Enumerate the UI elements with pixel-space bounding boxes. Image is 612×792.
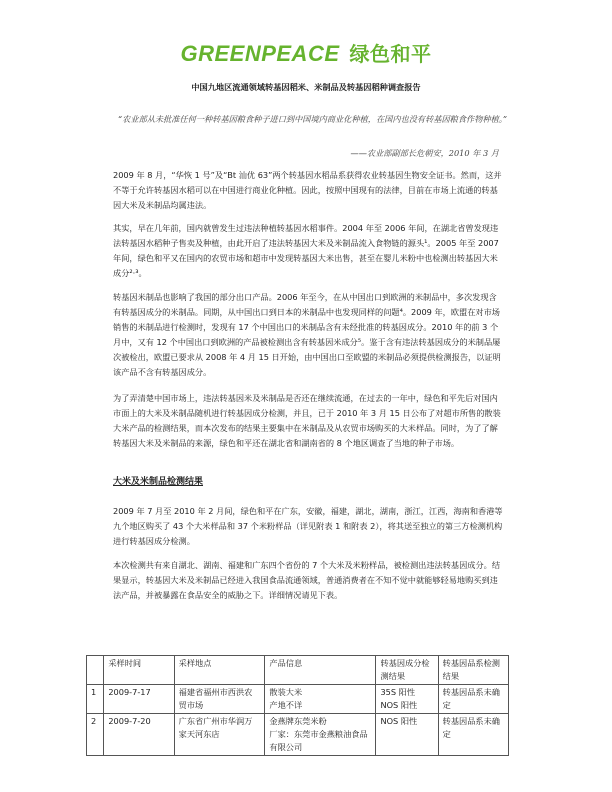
table-row xyxy=(87,714,509,756)
table-cell: 散装大米 产地不详 xyxy=(265,685,376,714)
paragraph-history: 其实，早在几年前，国内就曾发生过违法种植转基因水稻事件。2004 年至 2006 年间，在湖北省曾发现违法转基因水稻种子售卖及种植，由此开启了违法转基因大米及米制品流入食物链的源头¹。2005 年至 2007 年间，绿色和平又在国内的农贸市场和超市中发现转基因大米出售，甚至在婴儿米粉中也检测出转基因大米成分²·³。 xyxy=(113,223,499,278)
report-title: 中国九地区流通领域转基因稻米、米制品及转基因稻种调查报告 xyxy=(191,82,421,92)
table-row xyxy=(87,685,509,714)
table-cell: NOS 阳性 xyxy=(376,714,438,756)
paragraph-results: 本次检测共有来自湖北、湖南、福建和广东四个省份的 7 个大米及米粉样品，被检测出违法转基因成分。结果显示，转基因大米及米制品已经进入我国食品流通领域，普通消费者在不知不觉中就能够轻易地购买到违法产品，并被暴露在食品安全的威胁之下。详细情况请见下表。 xyxy=(113,560,501,600)
table-header-cell: 产品信息 xyxy=(265,656,376,685)
table-cell: 广东省广州市华润万家天河东店 xyxy=(174,714,265,756)
section-heading: 大米及米制品检测结果 xyxy=(113,477,204,487)
table-cell: 转基因品系未确定 xyxy=(438,714,508,756)
logo-chinese: 绿色和平 xyxy=(349,44,432,66)
table-header-cell: 转基因品系检测结果 xyxy=(438,656,508,685)
epigraph-source: ——农业部副部长危朝安，2010 年 3 月 xyxy=(350,148,499,158)
table-header-cell: 转基因成分检测结果 xyxy=(376,656,438,685)
table-header-cell: 采样时间 xyxy=(104,656,174,685)
paragraph-exports: 转基因米制品也影响了我国的部分出口产品。2006 年至今，在从中国出口到欧洲的米制品中，多次发现含有转基因成分的米制品。同期，从中国出口到日本的米制品中也发现同样的问题⁴。2009 年，欧盟在对市场销售的米制品进行检测时，发现有 17 个中国出口的米制品含有未经批准的转基因成分。2010 年的前 3 个月中，又有 12 个中国出口到欧洲的产品被检测出含有转基因米成分⁵。鉴于含有违法转基因成分的米制品屡次被检出，欧盟已要求从 2008 年 4 月 15 日开始，由中国出口至欧盟的米制品必须提供检测报告，以证明该产品不含有转基因成分。 xyxy=(113,292,501,377)
table-cell: 金燕牌东莞米粉 厂家：东莞市金燕粮油食品有限公司 xyxy=(265,714,376,756)
table-cell: 福建省福州市西洪农贸市场 xyxy=(174,685,265,714)
logo-english: GREENPEACE xyxy=(180,41,340,66)
table-header-cell: 采样地点 xyxy=(174,656,265,685)
paragraph-intro: 2009 年 8 月，“华恢 1 号”及“Bt 汕优 63”两个转基因水稻品系获得农业转基因生物安全证书。然而，这并不等于允许转基因水稻可以在中国进行商业化种植。因此，按照中国现有的法律，目前在市场上流通的转基因大米及米制品均属违法。 xyxy=(113,170,502,210)
table-cell: 35S 阳性 NOS 阳性 xyxy=(376,685,438,714)
results-table xyxy=(86,655,509,756)
table-header-row xyxy=(87,656,509,685)
table-header-cell xyxy=(87,656,104,685)
greenpeace-logo xyxy=(0,38,612,67)
table-cell: 2 xyxy=(87,714,104,756)
paragraph-sampling: 2009 年 7 月至 2010 年 2 月间，绿色和平在广东，安徽，福建，湖北，湖南，浙江，江西，海南和香港等九个地区购买了 43 个大米样品和 37 个米粉样品（详见附表 1 和附表 2），将其送至独立的第三方检测机构进行转基因成分检测。 xyxy=(113,506,503,546)
epigraph-quote: “农业部从未批准任何一种转基因粮食种子进口到中国境内商业化种植，在国内也没有转基因粮食作物种植。” xyxy=(118,114,508,124)
table-cell: 1 xyxy=(87,685,104,714)
table-cell: 2009-7-17 xyxy=(104,685,174,714)
table-cell: 2009-7-20 xyxy=(104,714,174,756)
paragraph-survey: 为了弄清楚中国市场上，违法转基因米及米制品是否还在继续流通，在过去的一年中，绿色和平先后对国内市面上的大米及米制品随机进行转基因成分检测，并且，已于 2010 年 3 月 15 日公布了对超市所售的散装大米产品的检测结果，而本次发布的结果主要集中在米制品及从农贸市场购买的大米样品。同时，为了了解转基因大米及米制品的来源，绿色和平还在湖北省和湖南省的 8 个地区调查了当地的种子市场。 xyxy=(113,393,501,448)
table-cell: 转基因品系未确定 xyxy=(438,685,508,714)
